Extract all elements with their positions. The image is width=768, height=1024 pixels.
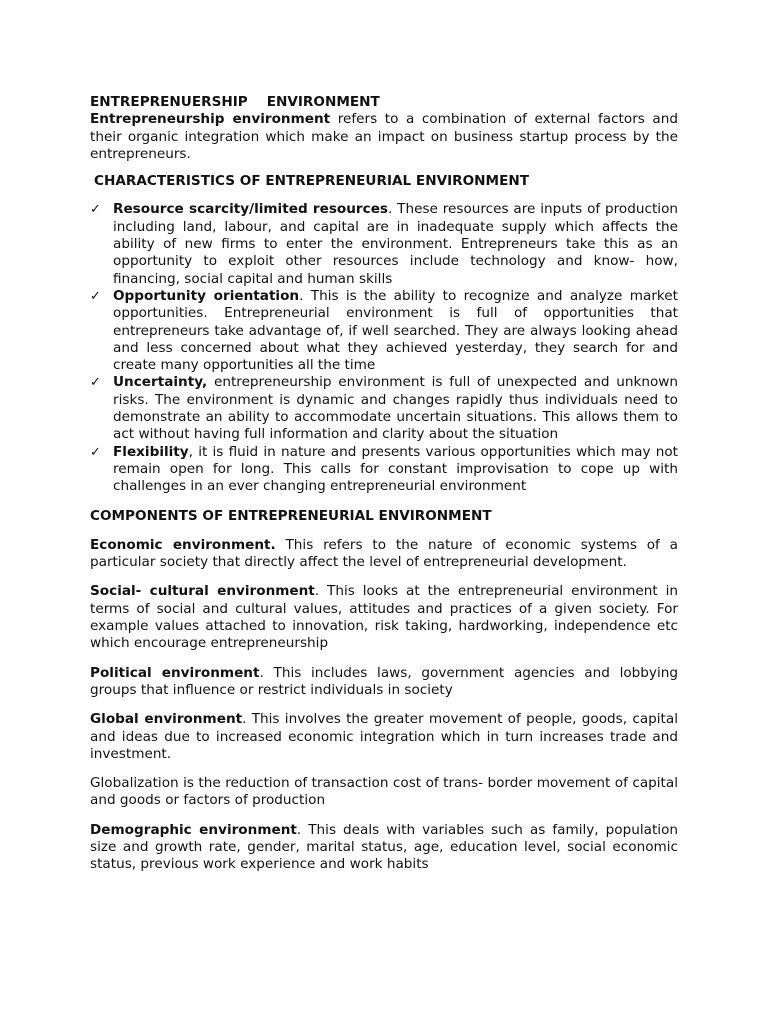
document-page — [90, 94, 678, 886]
section-text: . This deals with variables such as family, population size and growth rate, gender, marital status, age, education level, social economic status, previous work experience and work habits — [90, 821, 678, 873]
intro-paragraph — [90, 111, 678, 163]
section-text: . This involves the greater movement of people, goods, capital and ideas due to increased economic integration which in turn increases trade and investment. — [90, 711, 678, 762]
characteristics-list — [90, 201, 678, 495]
item-term: Opportunity orientation — [113, 287, 300, 304]
section-term: Political environment — [90, 664, 260, 681]
section-term: Demographic environment — [90, 821, 297, 838]
section-text: Globalization is the reduction of transaction cost of trans- border movement of capital and goods or factors of production — [90, 775, 678, 809]
intro-term: Entrepreneurship environment — [90, 111, 331, 128]
item-term: Flexibility — [113, 443, 189, 460]
list-item — [90, 201, 678, 287]
section-text: This refers to the nature of economic systems of a particular society that directly affect the level of entrepreneurial development. — [90, 536, 678, 571]
item-text: . This is the ability to recognize and analyze market opportunities. Entrepreneurial environment is full of opportunities that entrepreneurs take advantage of, if well searched. They are always looking ahead and less concerned about what they achieved yesterday, they search for and create many opportunities all the time — [113, 287, 678, 374]
list-item — [90, 444, 678, 496]
section-term: Social- cultural environment — [90, 583, 315, 600]
check-icon: ✓ — [90, 288, 101, 304]
item-text: , it is fluid in nature and presents various opportunities which may not remain open for long. This calls for constant improvisation to cope up with challenges in an ever changing entrepreneurial environment — [113, 443, 678, 495]
list-item — [90, 374, 678, 443]
characteristics-heading: CHARACTERISTICS OF ENTREPRENEURIAL ENVIRONMENT — [94, 173, 530, 190]
section-text: . This includes laws, government agencies and lobbying groups that influence or restrict individuals in society — [90, 664, 678, 698]
check-icon: ✓ — [90, 202, 101, 218]
section-text: . This looks at the entrepreneurial environment in terms of social and cultural values, attitudes and practices of a given society. For example values attached to innovation, risk taking, hardworking, independence etc which encourage entrepreneurship — [90, 583, 678, 652]
component-demographic — [90, 822, 678, 874]
component-economic — [90, 537, 678, 572]
intro-text: refers to a combination of external factors and their organic integration which make an impact on business startup process by the entrepreneurs. — [90, 111, 678, 162]
component-global — [90, 711, 678, 763]
globalization-paragraph — [90, 775, 678, 810]
check-icon: ✓ — [90, 444, 101, 460]
section-term: Global environment — [90, 711, 243, 728]
section-term: Economic environment. — [90, 536, 276, 553]
item-text: . These resources are inputs of production including land, labour, and capital are in inadequate supply which affects the ability of new firms to enter the environment. Entrepreneurs take this as an opportunity to exploit other resources include technology and know- how, financing, social capital and human skills — [113, 201, 678, 287]
list-item — [90, 288, 678, 374]
component-social-cultural — [90, 583, 678, 652]
item-text: entrepreneurship environment is full of unexpected and unknown risks. The environment is dynamic and changes rapidly thus individuals need to demonstrate an ability to accommodate uncertain situations. This allows them to act without having full information and clarity about the situation — [113, 374, 678, 443]
item-term: Resource scarcity/limited resources — [113, 201, 389, 218]
components-heading: COMPONENTS OF ENTREPRENEURIAL ENVIRONMENT — [90, 507, 492, 524]
document-title: ENTREPRENUERSHIP ENVIRONMENT — [90, 94, 380, 110]
item-term: Uncertainty, — [113, 374, 208, 391]
component-political — [90, 665, 678, 700]
check-icon: ✓ — [90, 375, 101, 391]
